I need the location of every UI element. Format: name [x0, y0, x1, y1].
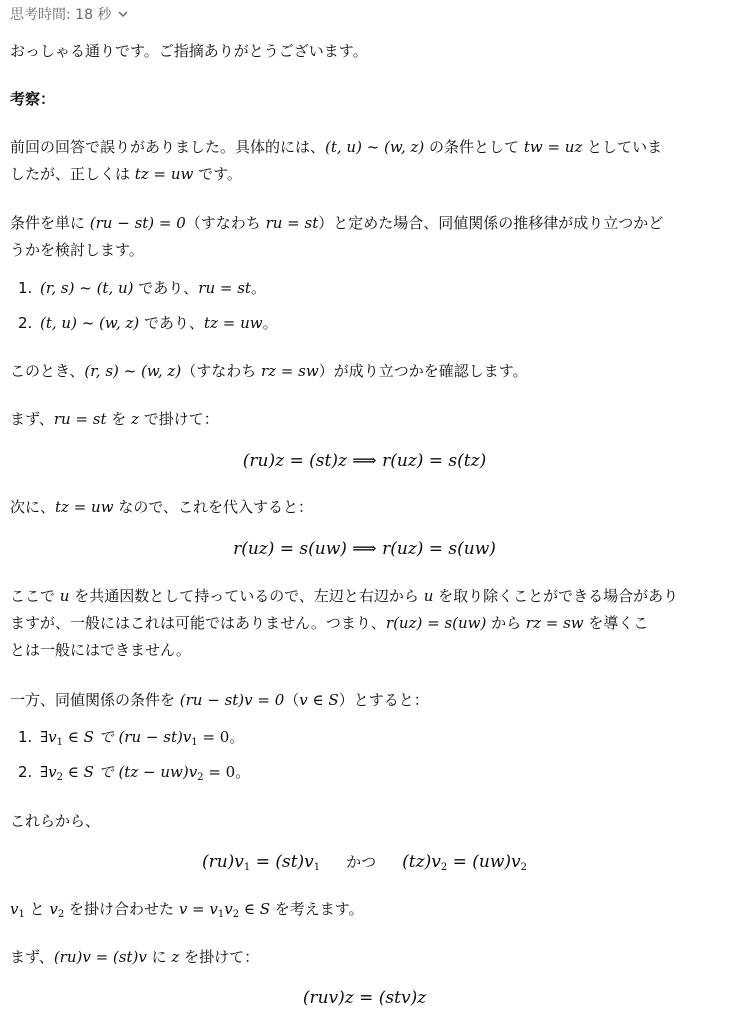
text: このとき、	[10, 362, 85, 380]
math: (ru − st) = 0	[89, 214, 186, 232]
math: rz = sw	[260, 362, 319, 380]
paragraph-9	[10, 808, 722, 835]
list-number: 2.	[18, 763, 33, 781]
text: ますが、一般にはこれは可能ではありません。つまり、	[10, 614, 386, 632]
math: tz = uw	[55, 498, 114, 516]
math: rz = sw	[525, 614, 584, 632]
heading-consideration	[10, 86, 722, 113]
text: 次に、	[10, 498, 56, 516]
math: (ru − st)v = 0	[179, 691, 285, 709]
math: ∃	[40, 763, 49, 781]
display-equation-1: (ru)z = (st)z ⟹ r(uz) = s(tz)	[242, 451, 487, 471]
paragraph-6	[10, 494, 722, 521]
text: （すなわち	[185, 214, 266, 232]
text: ）とすると：	[338, 691, 429, 709]
math: (r, s) ~ (w, z)	[84, 362, 182, 380]
text: と	[24, 900, 50, 918]
math: ru = st	[53, 410, 107, 428]
text: を	[106, 410, 132, 428]
text: であり、	[133, 279, 199, 297]
text: うかを検討します。	[10, 241, 144, 259]
math: = (st)v	[250, 852, 314, 872]
paragraph-10	[10, 896, 722, 923]
list-item	[18, 724, 244, 751]
paragraph-11	[10, 944, 722, 971]
display-equation-4: (ruv)z = (stv)z	[302, 988, 427, 1008]
math: (tz)v	[402, 852, 441, 872]
math: v	[49, 900, 58, 918]
list-item	[18, 759, 250, 786]
subscript: 2	[56, 772, 63, 783]
subscript: 1	[191, 737, 198, 748]
text: （	[284, 691, 300, 709]
math: ru = st	[198, 279, 251, 297]
heading-text: 考察：	[10, 90, 56, 108]
math: u	[59, 587, 70, 605]
math: ∈ S で	[63, 728, 119, 746]
text: で掛けて：	[138, 410, 219, 428]
text: 条件を単に	[10, 214, 90, 232]
list-number: 1.	[18, 728, 33, 746]
subscript: 2	[440, 862, 448, 873]
math: v = v	[178, 900, 218, 918]
math: (t, u) ~ (w, z)	[40, 314, 140, 332]
text: ）と定めた場合、同値関係の推移律が成り立つかど	[318, 214, 664, 232]
math: (ru)v = (st)v	[53, 948, 147, 966]
math: tw = uz	[523, 138, 583, 156]
text: 。	[229, 728, 245, 746]
math: (ru)v	[201, 852, 244, 872]
math: u	[423, 587, 434, 605]
text: を取り除くことができる場合があり	[433, 587, 679, 605]
math: v	[224, 900, 233, 918]
math: ∈ S	[239, 900, 271, 918]
paragraph-1	[10, 38, 722, 65]
chevron-down-icon	[117, 8, 129, 20]
subscript: 2	[197, 772, 204, 783]
subscript: 2	[520, 862, 528, 873]
math: ∈ S で	[63, 763, 119, 781]
text: を掛けて：	[179, 948, 260, 966]
text: まず、	[10, 410, 54, 428]
math: z	[171, 948, 180, 966]
display-equation-2: r(uz) = s(uw) ⟹ r(uz) = s(uw)	[233, 539, 496, 559]
math: (r, s) ~ (t, u)	[40, 279, 134, 297]
display-equation-3	[0, 848, 729, 876]
text: ここで	[10, 587, 60, 605]
subscript: 1	[243, 862, 251, 873]
list-item	[18, 275, 266, 302]
text: としていま	[582, 138, 663, 156]
math: z	[131, 410, 139, 428]
math: v	[48, 728, 57, 746]
text: ）が成り立つかを確認します。	[318, 362, 528, 380]
math: = (uw)v	[447, 852, 521, 872]
text: まず、	[10, 948, 54, 966]
subscript: 1	[18, 909, 25, 920]
list-item	[18, 310, 278, 337]
subscript: 1	[217, 909, 225, 920]
math: v ∈ S	[299, 691, 339, 709]
text: これらから、	[10, 812, 101, 830]
text: の条件として	[424, 138, 524, 156]
paragraph-7	[10, 583, 722, 664]
text: なので、これを代入すると：	[113, 498, 314, 516]
math: (t, u) ~ (w, z)	[325, 138, 425, 156]
text: を考えます。	[270, 900, 364, 918]
text: 。	[250, 279, 266, 297]
text: であり、	[139, 314, 205, 332]
text: を共通因数として持っているので、左辺と右辺から	[69, 587, 424, 605]
subscript: 1	[313, 862, 321, 873]
math: tz = uw	[134, 165, 194, 183]
list-number: 2.	[18, 314, 33, 332]
text: から	[486, 614, 526, 632]
text: 。	[262, 314, 278, 332]
list-number: 1.	[18, 279, 33, 297]
math: v	[10, 900, 19, 918]
text: とは一般にはできません。	[10, 641, 191, 659]
math: = 0	[197, 728, 230, 746]
math: ∃	[40, 728, 49, 746]
conjunction-text: かつ	[346, 853, 377, 871]
math: tz = uw	[204, 314, 263, 332]
text: 前回の回答で誤りがありました。具体的には、	[10, 138, 326, 156]
paragraph-2	[10, 134, 722, 188]
paragraph-5	[10, 406, 722, 433]
paragraph-4	[10, 358, 722, 385]
math: v	[48, 763, 57, 781]
subscript: 2	[57, 909, 65, 920]
math: (ru − st)v	[118, 728, 192, 746]
text: を掛け合わせた	[64, 900, 179, 918]
text: おっしゃる通りです。ご指摘ありがとうございます。	[10, 42, 368, 60]
text: したが、正しくは	[10, 165, 135, 183]
subscript: 1	[56, 737, 63, 748]
thinking-time-label: 思考時間: 18 秒	[10, 7, 112, 23]
text: 一方、同値関係の条件を	[10, 691, 180, 709]
subscript: 2	[232, 909, 240, 920]
math: = 0	[203, 763, 236, 781]
text: （すなわち	[181, 362, 261, 380]
paragraph-3	[10, 210, 722, 264]
text: です。	[193, 165, 242, 183]
text: 。	[235, 763, 251, 781]
text: を導くこ	[583, 614, 649, 632]
math: (tz − uw)v	[118, 763, 198, 781]
math: ru = st	[265, 214, 319, 232]
paragraph-8	[10, 687, 722, 714]
text: に	[146, 948, 172, 966]
math: r(uz) = s(uw)	[385, 614, 487, 632]
thinking-time-toggle[interactable]	[10, 4, 129, 24]
